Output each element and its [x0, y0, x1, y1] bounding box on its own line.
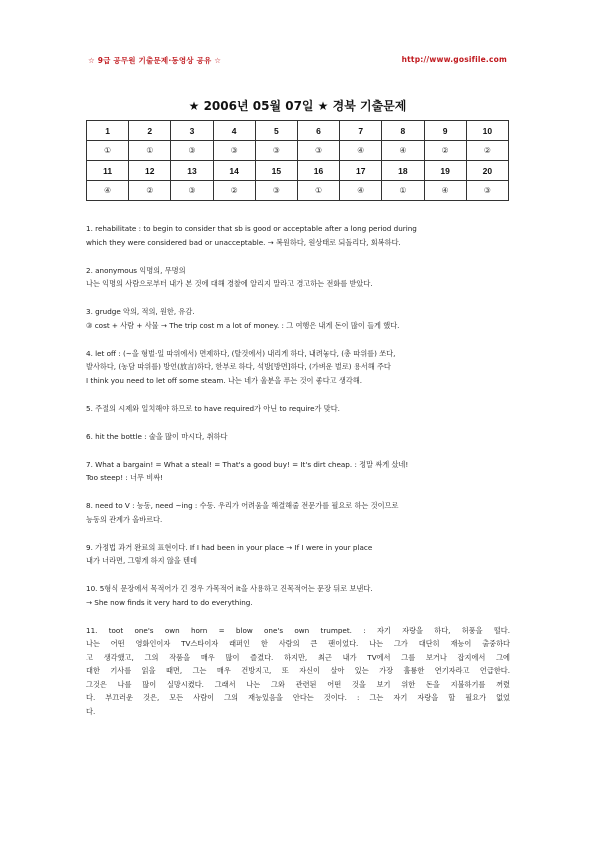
explanation-item: [86, 402, 510, 416]
explanation-line: 3. grudge 악의, 적의, 원한, 유감.: [86, 307, 195, 316]
explanation-item: [86, 264, 510, 291]
answer-number-row: [87, 121, 509, 141]
answer-choice-cell: ④: [340, 181, 382, 201]
answer-number-cell: 2: [129, 121, 171, 141]
explanation-item: [86, 347, 510, 388]
explanation-item: [86, 541, 510, 568]
answer-choice-cell: ①: [382, 181, 424, 201]
explanation-line: 9. 가정법 과거 완료의 표현이다. If I had been in your place → If I were in your place: [86, 542, 373, 552]
answer-choice-cell: ①: [129, 141, 171, 161]
answer-number-cell: 9: [424, 121, 466, 141]
explanation-line: 발사하다, (농담 따위를) 방언(放言)하다, 한부로 하다, 석방[방면]하다, (가벼운 벌로) 용서해 주다: [86, 362, 391, 371]
answer-number-cell: 7: [340, 121, 382, 141]
answer-table: [86, 120, 509, 201]
answer-number-cell: 1: [87, 121, 129, 141]
explanation-item: [86, 582, 510, 609]
explanation-line: 11. toot one's own horn = blow one's own trumpet. : 자기 자랑을 하다, 허풍을 떨다.: [86, 625, 510, 635]
explanation-line: → She now finds it very hard to do everything.: [86, 597, 253, 607]
answer-choice-cell: ④: [382, 141, 424, 161]
answer-number-cell: 20: [466, 161, 508, 181]
explanation-item: [86, 458, 510, 485]
explanation-item: [86, 430, 510, 444]
answer-choice-cell: ①: [297, 181, 339, 201]
answer-choice-cell: ③: [297, 141, 339, 161]
explanation-item: [86, 222, 510, 249]
answer-number-cell: 6: [297, 121, 339, 141]
answer-choice-cell: ②: [129, 181, 171, 201]
answer-number-cell: 17: [340, 161, 382, 181]
explanation-line: 8. need to V : 능동, need ~ing : 수동. 우리가 어려움을 해결해줄 전문가를 필요로 하는 것이므로: [86, 501, 399, 510]
explanation-item: [86, 624, 510, 719]
explanation-line: 5. 주절의 시제와 일치해야 하므로 to have required가 아닌 to require가 맞다.: [86, 403, 340, 413]
answer-choice-cell: ③: [255, 181, 297, 201]
explanation-line: which they were considered bad or unacceptable. → 복원하다, 원상태로 되돌리다, 회복하다.: [86, 237, 401, 247]
explanation-line: ③ cost + 사람 + 사물 → The trip cost m a lot of money. : 그 여행은 내게 돈이 많이 들게 했다.: [86, 320, 400, 330]
answer-choice-cell: ③: [171, 181, 213, 201]
page-title: ★ 2006년 05월 07일 ★ 경북 기출문제: [188, 99, 407, 113]
answer-choice-cell: ②: [424, 141, 466, 161]
answer-number-cell: 14: [213, 161, 255, 181]
explanation-line: 다.: [86, 706, 96, 716]
answer-number-row: [87, 161, 509, 181]
answer-number-cell: 11: [87, 161, 129, 181]
explanations: [86, 222, 510, 733]
explanation-line: 7. What a bargain! = What a steal! = That's a good buy! = It's dirt cheap. : 정말 싸게 샀네!: [86, 459, 409, 469]
explanation-line: 나는 어떤 영화인이자 TV스타이자 래퍼인 한 사람의 큰 팬이었다. 나는 그가 대단히 재능이 출중하다: [86, 639, 510, 648]
answer-choice-cell: ②: [213, 181, 255, 201]
answer-choice-cell: ④: [424, 181, 466, 201]
answer-choice-cell: ①: [87, 141, 129, 161]
explanation-line: 고 생각했고, 그의 작품을 매우 많이 즐겼다. 하지만, 최근 내가 TV에서 그를 보거나 잡지에서 그에: [86, 652, 510, 662]
explanation-line: 6. hit the bottle : 술을 많이 마시다, 취하다: [86, 431, 228, 441]
answer-number-cell: 10: [466, 121, 508, 141]
explanation-line: 다. 부끄러운 것은, 모든 사람이 그의 재능있음을 안다는 것이다. : 그는 자기 자랑을 할 필요가 없었: [86, 693, 510, 702]
header-url: http://www.gosifile.com: [401, 55, 507, 64]
answer-choice-cell: ②: [466, 141, 508, 161]
explanation-line: Too steep! : 너무 비싸!: [86, 473, 164, 482]
answer-choice-cell: ④: [340, 141, 382, 161]
explanation-line: 대한 기사를 읽을 때면, 그는 매우 건방지고, 또 자신이 살아 있는 가장 훌륭한 연기자라고 언급한다.: [86, 666, 510, 675]
answer-number-cell: 18: [382, 161, 424, 181]
answer-choice-cell: ③: [171, 141, 213, 161]
explanation-line: 그것은 나를 많이 실망시켰다. 그래서 나는 그와 관련된 어떤 것을 보기 위한 돈을 지불하기를 꺼렸: [86, 679, 510, 689]
header-left-text: ☆ 9급 공무원 기출문제·동영상 공유 ☆: [88, 56, 222, 65]
answer-number-cell: 15: [255, 161, 297, 181]
answer-number-cell: 8: [382, 121, 424, 141]
answer-choice-row: [87, 141, 509, 161]
answer-choice-cell: ③: [255, 141, 297, 161]
explanation-line: I think you need to let off some steam. 나는 네가 울분을 푸는 것이 좋다고 생각해.: [86, 375, 363, 385]
answer-choice-cell: ④: [87, 181, 129, 201]
explanation-line: 10. 5형식 문장에서 목적어가 긴 경우 가목적어 it을 사용하고 진목적어는 문장 뒤로 보낸다.: [86, 584, 373, 593]
answer-number-cell: 12: [129, 161, 171, 181]
explanation-line: 나는 익명의 사람으로부터 내가 본 것에 대해 경찰에 알리지 말라고 경고하는 전화를 받았다.: [86, 279, 373, 288]
explanation-line: 2. anonymous 익명의, 무명의: [86, 265, 186, 275]
page-header: [88, 55, 507, 66]
explanation-item: [86, 305, 510, 332]
answer-number-cell: 19: [424, 161, 466, 181]
answer-number-cell: 4: [213, 121, 255, 141]
answer-number-cell: 5: [255, 121, 297, 141]
explanation-line: 내가 너라면, 그렇게 하지 않을 텐데: [86, 556, 197, 565]
answer-choice-cell: ③: [466, 181, 508, 201]
explanation-item: [86, 499, 510, 526]
answer-choice-cell: ③: [213, 141, 255, 161]
answer-number-cell: 16: [297, 161, 339, 181]
answer-number-cell: 3: [171, 121, 213, 141]
answer-choice-row: [87, 181, 509, 201]
explanation-line: 능동의 관계가 올바르다.: [86, 514, 163, 524]
answer-number-cell: 13: [171, 161, 213, 181]
explanation-line: 1. rehabilitate : to begin to consider that sb is good or acceptable after a long period during: [86, 224, 417, 233]
explanation-line: 4. let off : (~을 형벌·일 따위에서) 면제하다, (탈것에서) 내리게 하다, 내려놓다, (총 따위를) 쏘다,: [86, 348, 396, 358]
